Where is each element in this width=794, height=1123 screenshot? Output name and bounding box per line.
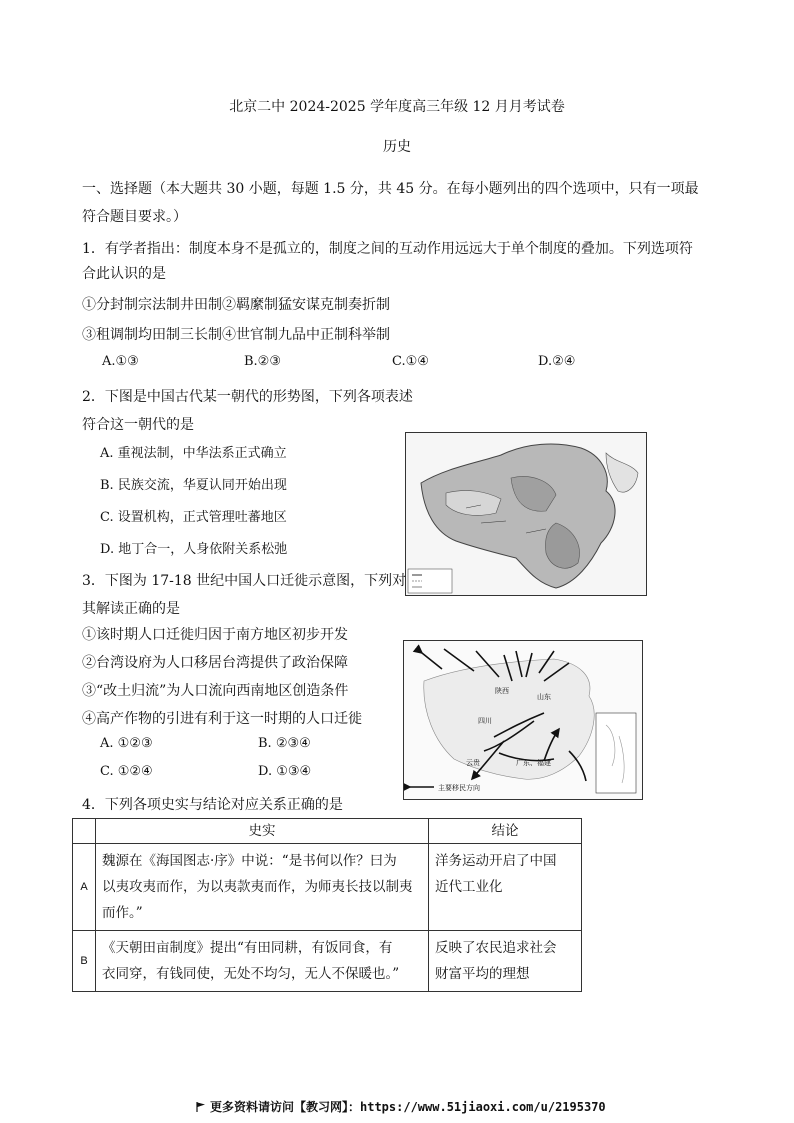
fact-line: 衣同穿，有钱同使，无处不均匀，无人不保暖也。”	[102, 966, 400, 982]
row-label-b[interactable]: B	[73, 931, 96, 992]
q2-option-b[interactable]: B. 民族交流，华夏认同开始出现	[100, 478, 287, 493]
q3-option-c[interactable]: C. ①②④	[100, 764, 153, 779]
header-conclusion: 结论	[429, 819, 582, 844]
q3-option-d[interactable]: D. ①③④	[258, 764, 312, 779]
q1-stem: 1．有学者指出：制度本身不是孤立的，制度之间的互动作用远远大于单个制度的叠加。下列选项符	[82, 241, 693, 257]
q1-option-b[interactable]: B.②③	[244, 354, 281, 369]
map-legend-migration: 主要移民方向	[438, 784, 480, 792]
migration-map-image	[403, 640, 643, 800]
q3-item: ①该时期人口迁徙归因于南方地区初步开发	[82, 627, 348, 643]
fact-line: 而作。”	[102, 905, 143, 921]
map-label-guangdong-fujian: 广东、福建	[516, 759, 551, 767]
subject-title: 历史	[383, 139, 411, 155]
conclusion-line: 反映了农民追求社会	[435, 940, 557, 956]
q3-item: ④高产作物的引进有利于这一时期的人口迁徙	[82, 711, 362, 727]
q1-option-a[interactable]: A.①③	[102, 354, 139, 369]
footer-link[interactable]	[196, 1098, 606, 1115]
q1-item: ①分封制宗法制井田制②羁縻制猛安谋克制奏折制	[82, 297, 390, 313]
header-blank-cell	[73, 819, 96, 844]
q4-stem: 4．下列各项史实与结论对应关系正确的是	[82, 797, 343, 813]
fact-line: 魏源在《海国图志·序》中说：“是书何以作？曰为	[102, 853, 397, 869]
q1-option-c[interactable]: C.①④	[392, 354, 429, 369]
map-label-sichuan: 四川	[478, 717, 492, 725]
exam-title: 北京二中 2024-2025 学年度高三年级 12 月月考试卷	[229, 99, 565, 115]
conclusion-line: 财富平均的理想	[435, 966, 530, 982]
map-label-shaanxi: 陕西	[495, 687, 509, 695]
section-heading: 一、选择题（本大题共 30 小题，每题 1.5 分，共 45 分。在每小题列出的四个选项中，只有一项最	[82, 181, 699, 197]
row-label-a[interactable]: A	[73, 844, 96, 931]
header-fact: 史实	[96, 819, 429, 844]
q3-item: ②台湾设府为人口移居台湾提供了政治保障	[82, 655, 348, 671]
table-row	[73, 844, 582, 931]
q3-option-b[interactable]: B. ②③④	[258, 736, 311, 751]
conclusion-line: 近代工业化	[435, 879, 503, 895]
section-heading-cont: 符合题目要求。）	[82, 209, 187, 225]
map-label-yungui: 云贵	[466, 759, 480, 767]
q3-stem-cont: 其解读正确的是	[82, 601, 180, 617]
fact-line: 《天朝田亩制度》提出“有田同耕，有饭同食，有	[102, 940, 393, 956]
conclusion-line: 洋务运动开启了中国	[435, 853, 557, 869]
q3-stem: 3．下图为 17-18 世纪中国人口迁徙示意图，下列对	[82, 573, 407, 589]
q4-table	[72, 818, 582, 992]
q2-option-d[interactable]: D. 地丁合一，人身依附关系松弛	[100, 542, 288, 557]
table-row	[73, 931, 582, 992]
table-header-row	[73, 819, 582, 844]
conclusion-cell	[429, 844, 582, 931]
q1-item: ③租调制均田制三长制④世官制九品中正制科举制	[82, 327, 390, 343]
flag-icon	[196, 1101, 206, 1111]
q1-stem-cont: 合此认识的是	[82, 266, 166, 282]
q1-option-d[interactable]: D.②④	[538, 354, 576, 369]
q2-option-a[interactable]: A. 重视法制，中华法系正式确立	[100, 446, 287, 461]
fact-line: 以夷攻夷而作，为以夷款夷而作，为师夷长技以制夷	[102, 879, 413, 895]
q2-option-c[interactable]: C. 设置机构，正式管理吐蕃地区	[100, 510, 287, 525]
q3-item: ③“改土归流”为人口流向西南地区创造条件	[82, 683, 349, 699]
footer-text[interactable]: 更多资料请访问【教习网】：https://www.51jiaoxi.com/u/2195370	[210, 1100, 606, 1114]
dynasty-map-image	[405, 432, 647, 596]
map-label-shandong: 山东	[537, 693, 551, 701]
q3-option-a[interactable]: A. ①②③	[100, 736, 153, 751]
fact-cell	[96, 844, 429, 931]
fact-cell	[96, 931, 429, 992]
q2-stem-cont: 符合这一朝代的是	[82, 417, 194, 433]
q2-stem: 2．下图是中国古代某一朝代的形势图，下列各项表述	[82, 389, 413, 405]
conclusion-cell	[429, 931, 582, 992]
